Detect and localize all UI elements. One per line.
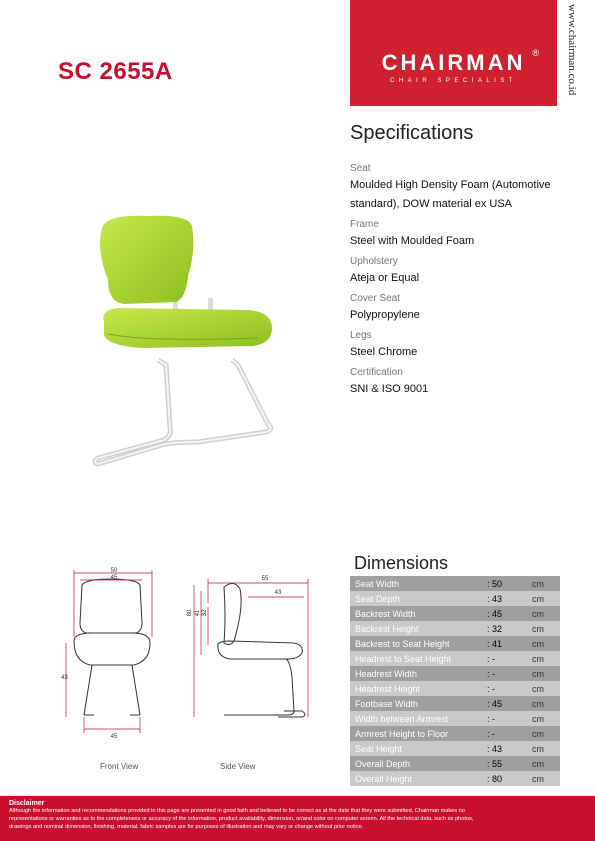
spec-value: Steel Chrome — [350, 346, 418, 358]
side-dim-vertical-3: 32 — [202, 609, 208, 617]
specifications-title: Specifications — [350, 122, 474, 144]
brand-name: CHAIRMAN — [381, 50, 526, 75]
side-dim-vertical-1: 80 — [187, 609, 193, 617]
front-dim-left: 43 — [61, 675, 68, 681]
spec-value: SNI & ISO 9001 — [350, 383, 429, 395]
table-row: Headrest Height : - cm — [350, 681, 560, 696]
spec-label: Upholstery — [350, 256, 398, 267]
side-dim-top-2: 43 — [274, 590, 282, 596]
brand-registered-mark: ® — [532, 48, 539, 58]
spec-label: Legs — [350, 330, 372, 341]
disclaimer-footer — [0, 796, 595, 841]
dimensions-title: Dimensions — [354, 553, 449, 573]
spec-value: Polypropylene — [350, 309, 420, 321]
table-row: Headrest to Seat Height : - cm — [350, 651, 560, 666]
table-row: Armrest Height to Floor : - cm — [350, 726, 560, 741]
spec-label: Seat — [350, 163, 371, 174]
table-row: Backrest Height : 32 cm — [350, 621, 560, 636]
spec-label: Certification — [350, 367, 403, 378]
side-dim-top-1: 55 — [261, 576, 269, 582]
website-url: www.chairman.co.id — [566, 4, 578, 96]
disclaimer-line: drawings and nominal dimension, finishing, material, fabric samples are for purposes of illustration and may vary or change without prior notice. — [9, 824, 364, 830]
table-row: Seat Height : 43 cm — [350, 741, 560, 756]
table-row: Backrest Width : 45 cm — [350, 606, 560, 621]
product-model: SC 2655A — [58, 58, 173, 85]
table-row: Width between Armrest : - cm — [350, 711, 560, 726]
spec-value: Moulded High Density Foam (Automotive standard), DOW material ex USA — [350, 179, 551, 210]
brand-tagline: CHAIR SPECIALIST — [389, 78, 517, 84]
table-row: Backrest to Seat Height : 41 cm — [350, 636, 560, 651]
side-dim-vertical-2: 41 — [195, 609, 201, 617]
dimensions-table — [350, 576, 560, 786]
table-row: Seat Width : 50 cm — [350, 576, 560, 591]
table-row: Overall Height : 80 cm — [350, 771, 560, 786]
spec-value: Steel with Moulded Foam — [350, 235, 475, 247]
front-dim-top-2: 45 — [110, 575, 118, 581]
front-view-label: Front View — [100, 762, 139, 771]
table-row: Seat Depth : 43 cm — [350, 591, 560, 606]
dimension-drawing — [58, 567, 318, 747]
side-view-label: Side View — [220, 762, 256, 771]
disclaimer-line: representations or warranties as to the completeness or accuracy of the information, product availability, dimension, or/and color on computer screen. All the technical data, such as photos, — [9, 816, 474, 822]
table-row: Overall Depth : 55 cm — [350, 756, 560, 771]
front-dim-bottom: 45 — [110, 734, 118, 740]
table-row: Footbase Width : 45 cm — [350, 696, 560, 711]
disclaimer-title: Disclaimer — [9, 800, 45, 807]
spec-label: Cover Seat — [350, 293, 401, 304]
specifications-list — [350, 158, 565, 399]
spec-value: Ateja or Equal — [350, 272, 420, 284]
table-row: Headrest Width : - cm — [350, 666, 560, 681]
front-dim-top-1: 50 — [110, 568, 118, 574]
disclaimer-line: Although the information and recommendations provided in this page are presented in good faith and believed to be correct as at the date that they were submitted, Chairman makes no — [9, 808, 465, 814]
chair-photo — [88, 210, 288, 470]
brand-logo — [350, 0, 557, 106]
spec-label: Frame — [350, 219, 379, 230]
